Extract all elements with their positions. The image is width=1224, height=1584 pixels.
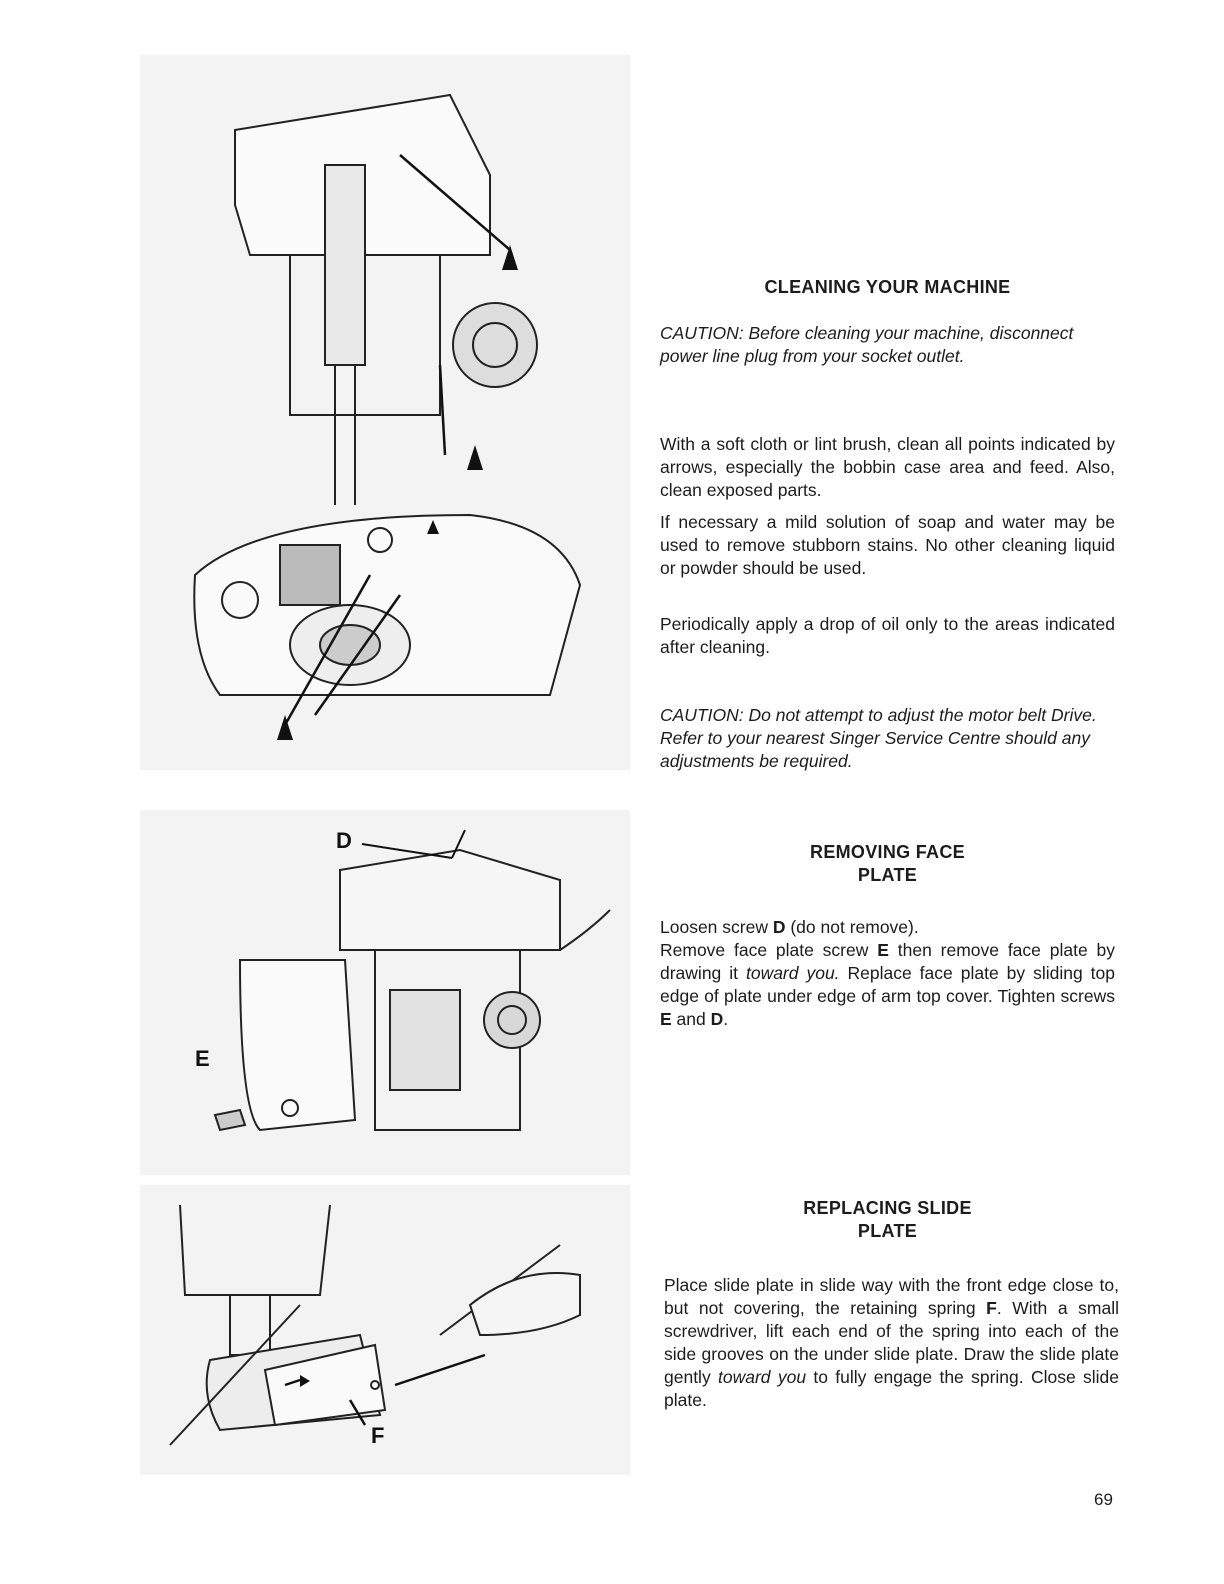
- face-plate-line-1: Loosen screw D (do not remove).: [660, 917, 919, 937]
- slide-plate-illustration: [140, 1185, 630, 1475]
- cleaning-paragraph-1: With a soft cloth or lint brush, clean all points indicated by arrows, especially the bobbin case area and feed. Also, clean exposed parts.: [660, 434, 1115, 500]
- slide-plate-instructions: Place slide plate in slide way with the front edge close to, but not covering, the retaining spring F. With a small screwdriver, lift each end of the spring into each of the side grooves on the under slide plate. Draw the slide plate gently toward you to fully engage the spring. Close slide plate.: [664, 1275, 1119, 1410]
- cleaning-caution-1: CAUTION: Before cleaning your machine, disconnect power line plug from your socket outlet.: [660, 323, 1074, 366]
- label-d: D: [336, 828, 352, 853]
- face-plate-line-2: Remove face plate screw E then remove face plate by drawing it toward you. Replace face plate by sliding top edge of plate under edge of arm top cover. Tighten screws E and D.: [660, 940, 1115, 1029]
- cleaning-paragraph-3: Periodically apply a drop of oil only to the areas indicated after cleaning.: [660, 614, 1115, 657]
- slide-plate-heading-line-2: PLATE: [857, 1221, 918, 1241]
- face-plate-heading: [660, 841, 1115, 887]
- cleaning-heading: CLEANING YOUR MACHINE: [764, 277, 1011, 297]
- slide-plate-heading: [660, 1197, 1115, 1243]
- face-plate-drawing: [140, 810, 630, 1175]
- slide-plate-heading-line-1: REPLACING SLIDE: [803, 1198, 972, 1218]
- slide-plate-drawing: [140, 1185, 630, 1475]
- cleaning-illustration: [140, 55, 630, 770]
- label-f: F: [371, 1423, 385, 1448]
- machine-head-drawing: [140, 55, 630, 770]
- face-plate-instructions: [660, 916, 1115, 1031]
- label-e: E: [195, 1046, 210, 1071]
- cleaning-paragraph-2: If necessary a mild solution of soap and water may be used to remove stubborn stains. No other cleaning liquid or powder should be used.: [660, 512, 1115, 578]
- face-plate-heading-line-2: PLATE: [857, 865, 918, 885]
- page-number: 69: [1094, 1490, 1113, 1509]
- face-plate-illustration: [140, 810, 630, 1175]
- face-plate-heading-line-1: REMOVING FACE: [810, 842, 965, 862]
- cleaning-caution-2: CAUTION: Do not attempt to adjust the motor belt Drive. Refer to your nearest Singer Service Centre should any adjustments be required.: [660, 705, 1097, 771]
